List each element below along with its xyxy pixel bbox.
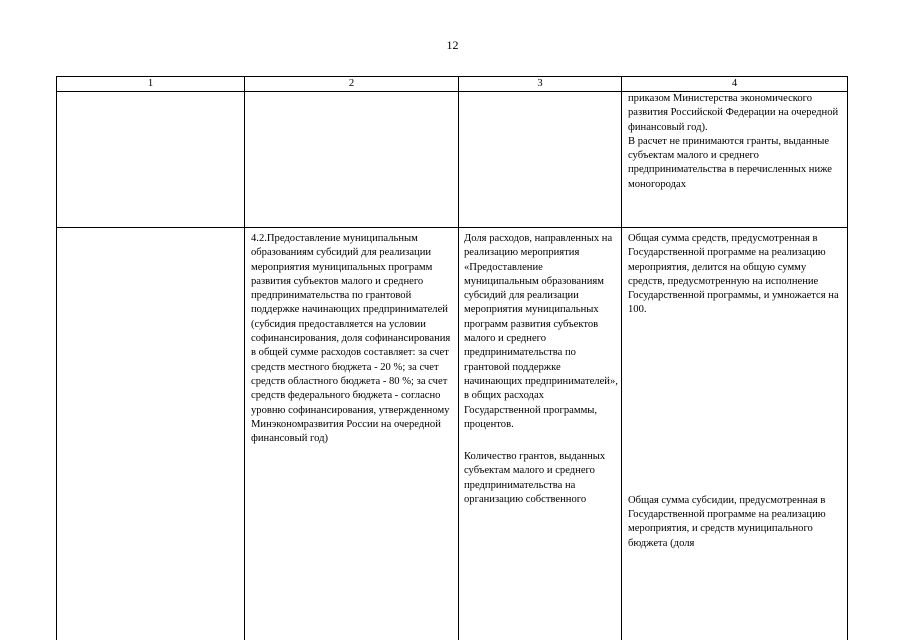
row-b-col2 xyxy=(245,228,459,640)
row-b-col3 xyxy=(459,228,622,640)
indicator-share-text: Доля расходов, направленных на реализацию мероприятия «Предоставление муниципальным образованиям субсидий для реализации мероприятия муниципальных программ развития субъектов малого и среднего предпринимательства по грантовой поддержке начинающих предпринимателей», в общих расходах Государственной программы, процентов. xyxy=(464,233,618,430)
column-header-3: 3 xyxy=(459,77,622,92)
calculation-share-text: Общая сумма средств, предусмотренная в Государственной программе на реализацию мероприятия, делится на общую сумму средств, предусмотренную на исполнение Государственной программы, и умножается на 100. xyxy=(628,233,839,316)
column-header-2: 2 xyxy=(245,77,459,92)
row-a-col2 xyxy=(245,92,459,228)
row-a-col4 xyxy=(622,92,848,228)
row-a-col1 xyxy=(57,92,245,228)
row-b-col1 xyxy=(57,228,245,640)
table-row xyxy=(57,92,848,228)
measure-description: 4.2.Предоставление муниципальным образованиям субсидий для реализации мероприятия муниципальных программ развития субъектов малого и среднего предпринимательства по грантовой поддержке начинающих предпринимателей (субсидия предоставляется на условии софинансирования, доля софинансирования в общей сумме расходов составляет: за счет средств местного бюджета - 20 %; за счет средств областного бюджета - 80 %; за счет средств федерального бюджета - согласно уровню софинансирования, утвержденному Минэкономразвития России на очередной финансовый год) xyxy=(251,233,451,445)
indicator-grants-count-text: Количество грантов, выданных субъектам малого и среднего предпринимательства на организацию собственного xyxy=(464,451,606,506)
column-header-4: 4 xyxy=(622,77,848,92)
page-number: 12 xyxy=(446,38,459,52)
table-header-row xyxy=(57,77,848,92)
table-row xyxy=(57,228,848,640)
row-a-calculation-text: приказом Министерства экономического развития Российской Федерации на очередной финансовый год). В расчет не принимаются гранты, выданные субъектам малого и среднего предпринимательства в перечисленных ниже моногородах xyxy=(628,93,839,190)
calculation-subsidy-text: Общая сумма субсидии, предусмотренная в Государственной программе на реализацию мероприятия, и средств муниципального бюджета (доля xyxy=(628,494,826,549)
row-b-col4 xyxy=(622,228,848,640)
indicator-table xyxy=(56,76,848,640)
column-header-1: 1 xyxy=(57,77,245,92)
row-a-col3 xyxy=(459,92,622,228)
